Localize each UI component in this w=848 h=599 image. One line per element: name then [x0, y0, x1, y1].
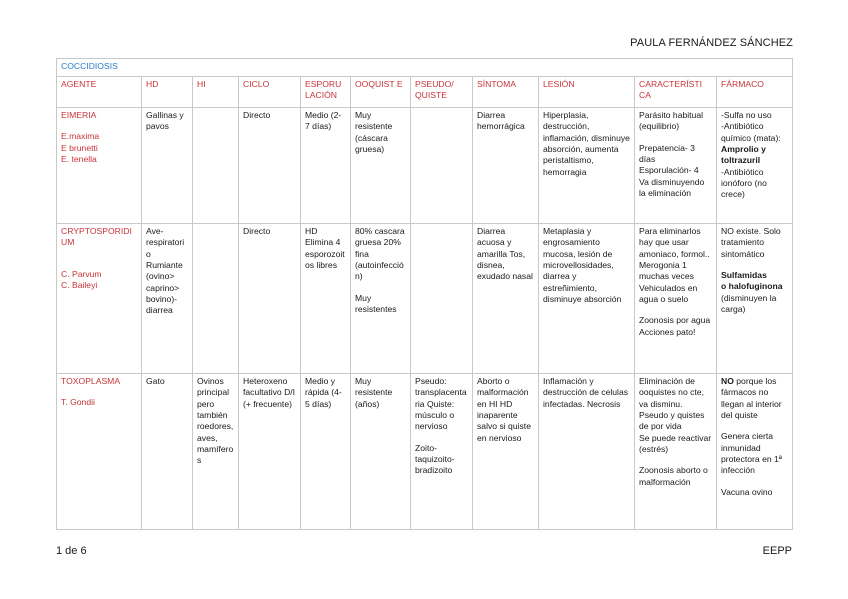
- footer-label: EEPP: [762, 545, 792, 557]
- caracteristica-cell: [635, 374, 717, 530]
- farmaco-line: -Antibiótico ionóforo (no crece): [721, 166, 767, 200]
- col-header-agente: AGENTE: [57, 77, 142, 108]
- col-header-sintoma: SÍNTOMA: [473, 77, 539, 108]
- lesion-cell: Inflamación y destrucción de celulas infectadas. Necrosis: [539, 374, 635, 530]
- ooquiste-cell: [351, 224, 411, 374]
- col-header-caracteristica: CARACTERÍSTI CA: [635, 77, 717, 108]
- table-title-row: [57, 59, 793, 77]
- esporulacion-cell: Medio (2-7 días): [301, 108, 351, 224]
- page-number: 1 de 6: [56, 545, 87, 557]
- pseudo-line: Zoito- taquizoito- bradizoito: [415, 442, 455, 476]
- pseudo-line: Pseudo: transplacentaria Quiste: músculo o nervioso: [415, 376, 467, 432]
- agent-name: TOXOPLASMA: [61, 376, 121, 386]
- agent-cell: [57, 374, 142, 530]
- agent-name: CRYPTOSPORIDIUM: [61, 226, 132, 248]
- header-row: [57, 77, 793, 108]
- farmaco-cell: [717, 108, 793, 224]
- ciclo-cell: Directo: [239, 108, 301, 224]
- farmaco-line: (disminuyen la carga): [721, 292, 777, 315]
- pseudo-cell: [411, 224, 473, 374]
- caracteristica-line: Merogonia 1 muchas veces: [639, 260, 694, 282]
- col-header-hi: HI: [193, 77, 239, 108]
- table-title: COCCIDIOSIS: [57, 59, 793, 77]
- col-header-pseudoquiste: PSEUDO/ QUISTE: [411, 77, 473, 108]
- table-row-cryptosporidium: [57, 224, 793, 374]
- sintoma-cell: Diarrea hemorrágica: [473, 108, 539, 224]
- col-header-hd: HD: [142, 77, 193, 108]
- author-name: PAULA FERNÁNDEZ SÁNCHEZ: [630, 37, 793, 49]
- caracteristica-line: Zoonosis por agua: [639, 315, 711, 326]
- species-name: E. tenella: [61, 154, 97, 165]
- hi-cell: [193, 224, 239, 374]
- farmaco-line: -Sulfa no uso: [721, 110, 772, 120]
- caracteristica-line: Prepatencia- 3 días: [639, 142, 695, 165]
- pseudo-cell: [411, 374, 473, 530]
- hd-cell: Gallinas y pavos: [142, 108, 193, 224]
- caracteristica-line: Parásito habitual (equilibrio): [639, 110, 704, 132]
- ooquiste-cell: Muy resistente (cáscara gruesa): [351, 108, 411, 224]
- esporulacion-cell: HD Elimina 4 esporozoitos libres: [301, 224, 351, 374]
- species-name: E.maxima: [61, 131, 100, 142]
- col-header-esporulacion: ESPORU LACIÓN: [301, 77, 351, 108]
- ciclo-cell: Directo: [239, 224, 301, 374]
- agent-cell: [57, 224, 142, 374]
- farmaco-drug-names: o halofuginona: [721, 281, 783, 292]
- agent-cell: [57, 108, 142, 224]
- farmaco-line: Vacuna ovino: [721, 486, 773, 497]
- farmaco-line: NO existe. Solo tratamiento sintomático: [721, 226, 781, 259]
- hd-cell: Ave- respiratorio Rumiante (ovino> caprino> bovino)- diarrea: [142, 224, 193, 374]
- agent-name: EIMERIA: [61, 110, 97, 120]
- species-name: C. Baileyi: [61, 280, 98, 291]
- caracteristica-line: Zoonosis aborto o malformación: [639, 465, 708, 487]
- sintoma-cell: Diarrea acuosa y amarilla Tos, disnea, exudado nasal: [473, 224, 539, 374]
- col-header-lesion: LESIÓN: [539, 77, 635, 108]
- farmaco-no: NO: [721, 376, 734, 386]
- caracteristica-cell: [635, 108, 717, 224]
- hd-cell: Gato: [142, 374, 193, 530]
- species-name: E brunetti: [61, 142, 98, 153]
- esporulacion-cell: Medio y rápida (4-5 días): [301, 374, 351, 530]
- table-row-eimeria: [57, 108, 793, 224]
- caracteristica-line: Eliminación de ooquistes no cte, va disminu. Pseudo y quistes de por vida: [639, 376, 705, 432]
- hi-cell: Ovinos principal pero también roedores, aves, mamíferos: [193, 374, 239, 530]
- farmaco-cell: [717, 224, 793, 374]
- farmaco-text: porque los fármacos no llegan al interior del quiste: [721, 376, 782, 421]
- lesion-cell: Hiperplasia, destrucción, inflamación, disminuye absorción, aumenta peristaltismo, hemorragia: [539, 108, 635, 224]
- caracteristica-line: Para eliminarlos hay que usar amoniaco, formol..: [639, 226, 710, 259]
- hi-cell: [193, 108, 239, 224]
- species-name: T. Gondii: [61, 397, 95, 408]
- coccidiosis-table: [56, 58, 793, 530]
- lesion-cell: Metaplasia y engrosamiento mucosa, lesión de microvellosidades, diarrea y estreñimiento, disminuye absorción: [539, 224, 635, 374]
- pseudo-cell: [411, 108, 473, 224]
- farmaco-line: [721, 376, 788, 421]
- ooquiste-line: 80% cascara gruesa 20% fina (autoinfección): [355, 226, 405, 282]
- caracteristica-line: Esporulación- 4: [639, 165, 699, 176]
- farmaco-drug-names: Sulfamidas: [721, 270, 767, 281]
- col-header-ciclo: CICLO: [239, 77, 301, 108]
- caracteristica-line: Vehiculados en agua o suelo: [639, 282, 698, 305]
- caracteristica-line: Va disminuyendo la eliminación: [639, 176, 705, 199]
- ooquiste-cell: Muy resistente (años): [351, 374, 411, 530]
- sintoma-cell: Aborto o malformación en HI HD inaparente salvo si quiste en nervioso: [473, 374, 539, 530]
- farmaco-line: -Antibiótico químico (mata):: [721, 121, 781, 143]
- species-name: C. Parvum: [61, 268, 102, 279]
- caracteristica-line: Se puede reactivar (estrés): [639, 432, 712, 455]
- col-header-farmaco: FÁRMACO: [717, 77, 793, 108]
- caracteristica-cell: [635, 224, 717, 374]
- ooquiste-line: Muy resistentes: [355, 292, 397, 315]
- table-row-toxoplasma: [57, 374, 793, 530]
- col-header-ooquiste: OOQUIST E: [351, 77, 411, 108]
- farmaco-cell: [717, 374, 793, 530]
- ciclo-cell: Heteroxeno facultativo D/I (+ frecuente): [239, 374, 301, 530]
- farmaco-line: Genera cierta inmunidad protectora en 1ª infección: [721, 431, 782, 476]
- farmaco-drug-names: Amprolio y toltrazuril: [721, 144, 766, 166]
- caracteristica-line: Acciones pato!: [639, 326, 696, 337]
